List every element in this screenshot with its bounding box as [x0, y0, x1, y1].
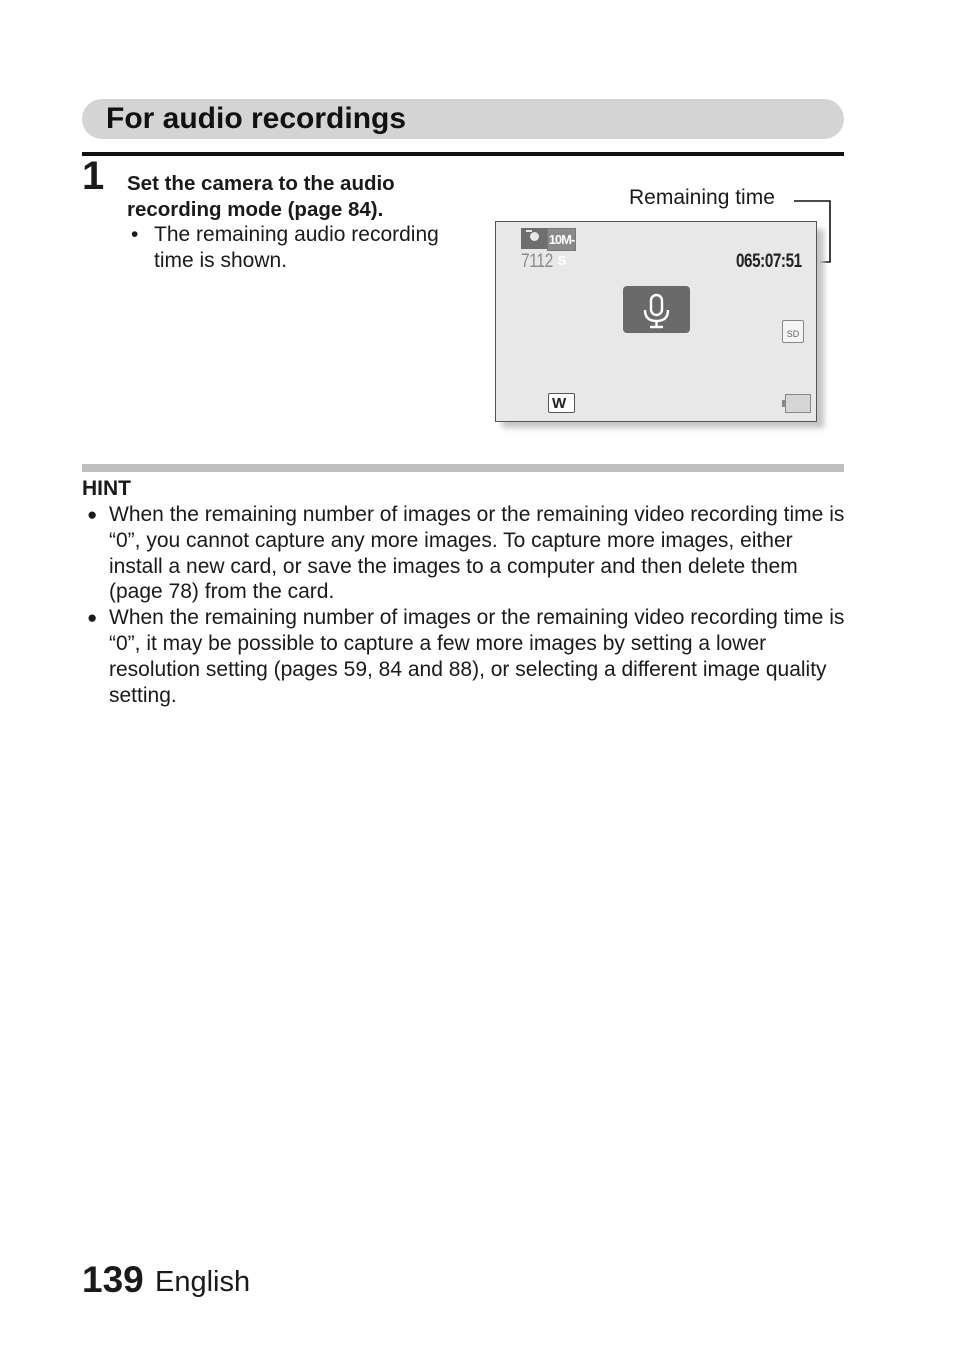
- resolution-icon: 10M-S: [547, 228, 576, 251]
- step-number: 1: [82, 154, 105, 198]
- battery-icon: [785, 394, 811, 413]
- section-title: For audio recordings: [106, 102, 407, 135]
- bullet-mark: ●: [87, 505, 98, 524]
- bullet-mark: •: [131, 223, 139, 246]
- hint-list: [82, 502, 852, 708]
- camera-icon: [521, 228, 547, 249]
- hint-item: [82, 502, 852, 605]
- callout-label: Remaining time: [629, 186, 775, 209]
- step-bullet-text: The remaining audio recording time is shown.: [154, 223, 439, 272]
- camera-screen: [495, 221, 817, 422]
- hint-divider: [82, 464, 844, 472]
- hint-title: HINT: [82, 477, 131, 500]
- hint-item-text: When the remaining number of images or the remaining video recording time is “0”, you cannot capture any more images. To capture more images, either install a new card, or save the images to a computer and then delete them (page 78) from the card.: [109, 503, 845, 604]
- page-language: English: [155, 1266, 251, 1298]
- hint-item-text: When the remaining number of images or the remaining video recording time is “0”, it may be possible to capture a few more images by setting a lower resolution setting (pages 59, 84 and 88), or selecting a different image quality setting.: [109, 606, 845, 707]
- step-instruction: Set the camera to the audio recording mode (page 84).: [127, 172, 395, 221]
- bullet-mark: ●: [87, 608, 98, 628]
- page-number: 139: [82, 1259, 144, 1300]
- microphone-icon: [623, 286, 690, 333]
- remaining-time-value: 065:07:51: [736, 251, 802, 272]
- hint-item: [82, 605, 852, 708]
- sd-card-icon: SD: [782, 320, 804, 343]
- shots-remaining: 7112: [521, 251, 553, 272]
- white-balance-icon: W: [548, 393, 575, 413]
